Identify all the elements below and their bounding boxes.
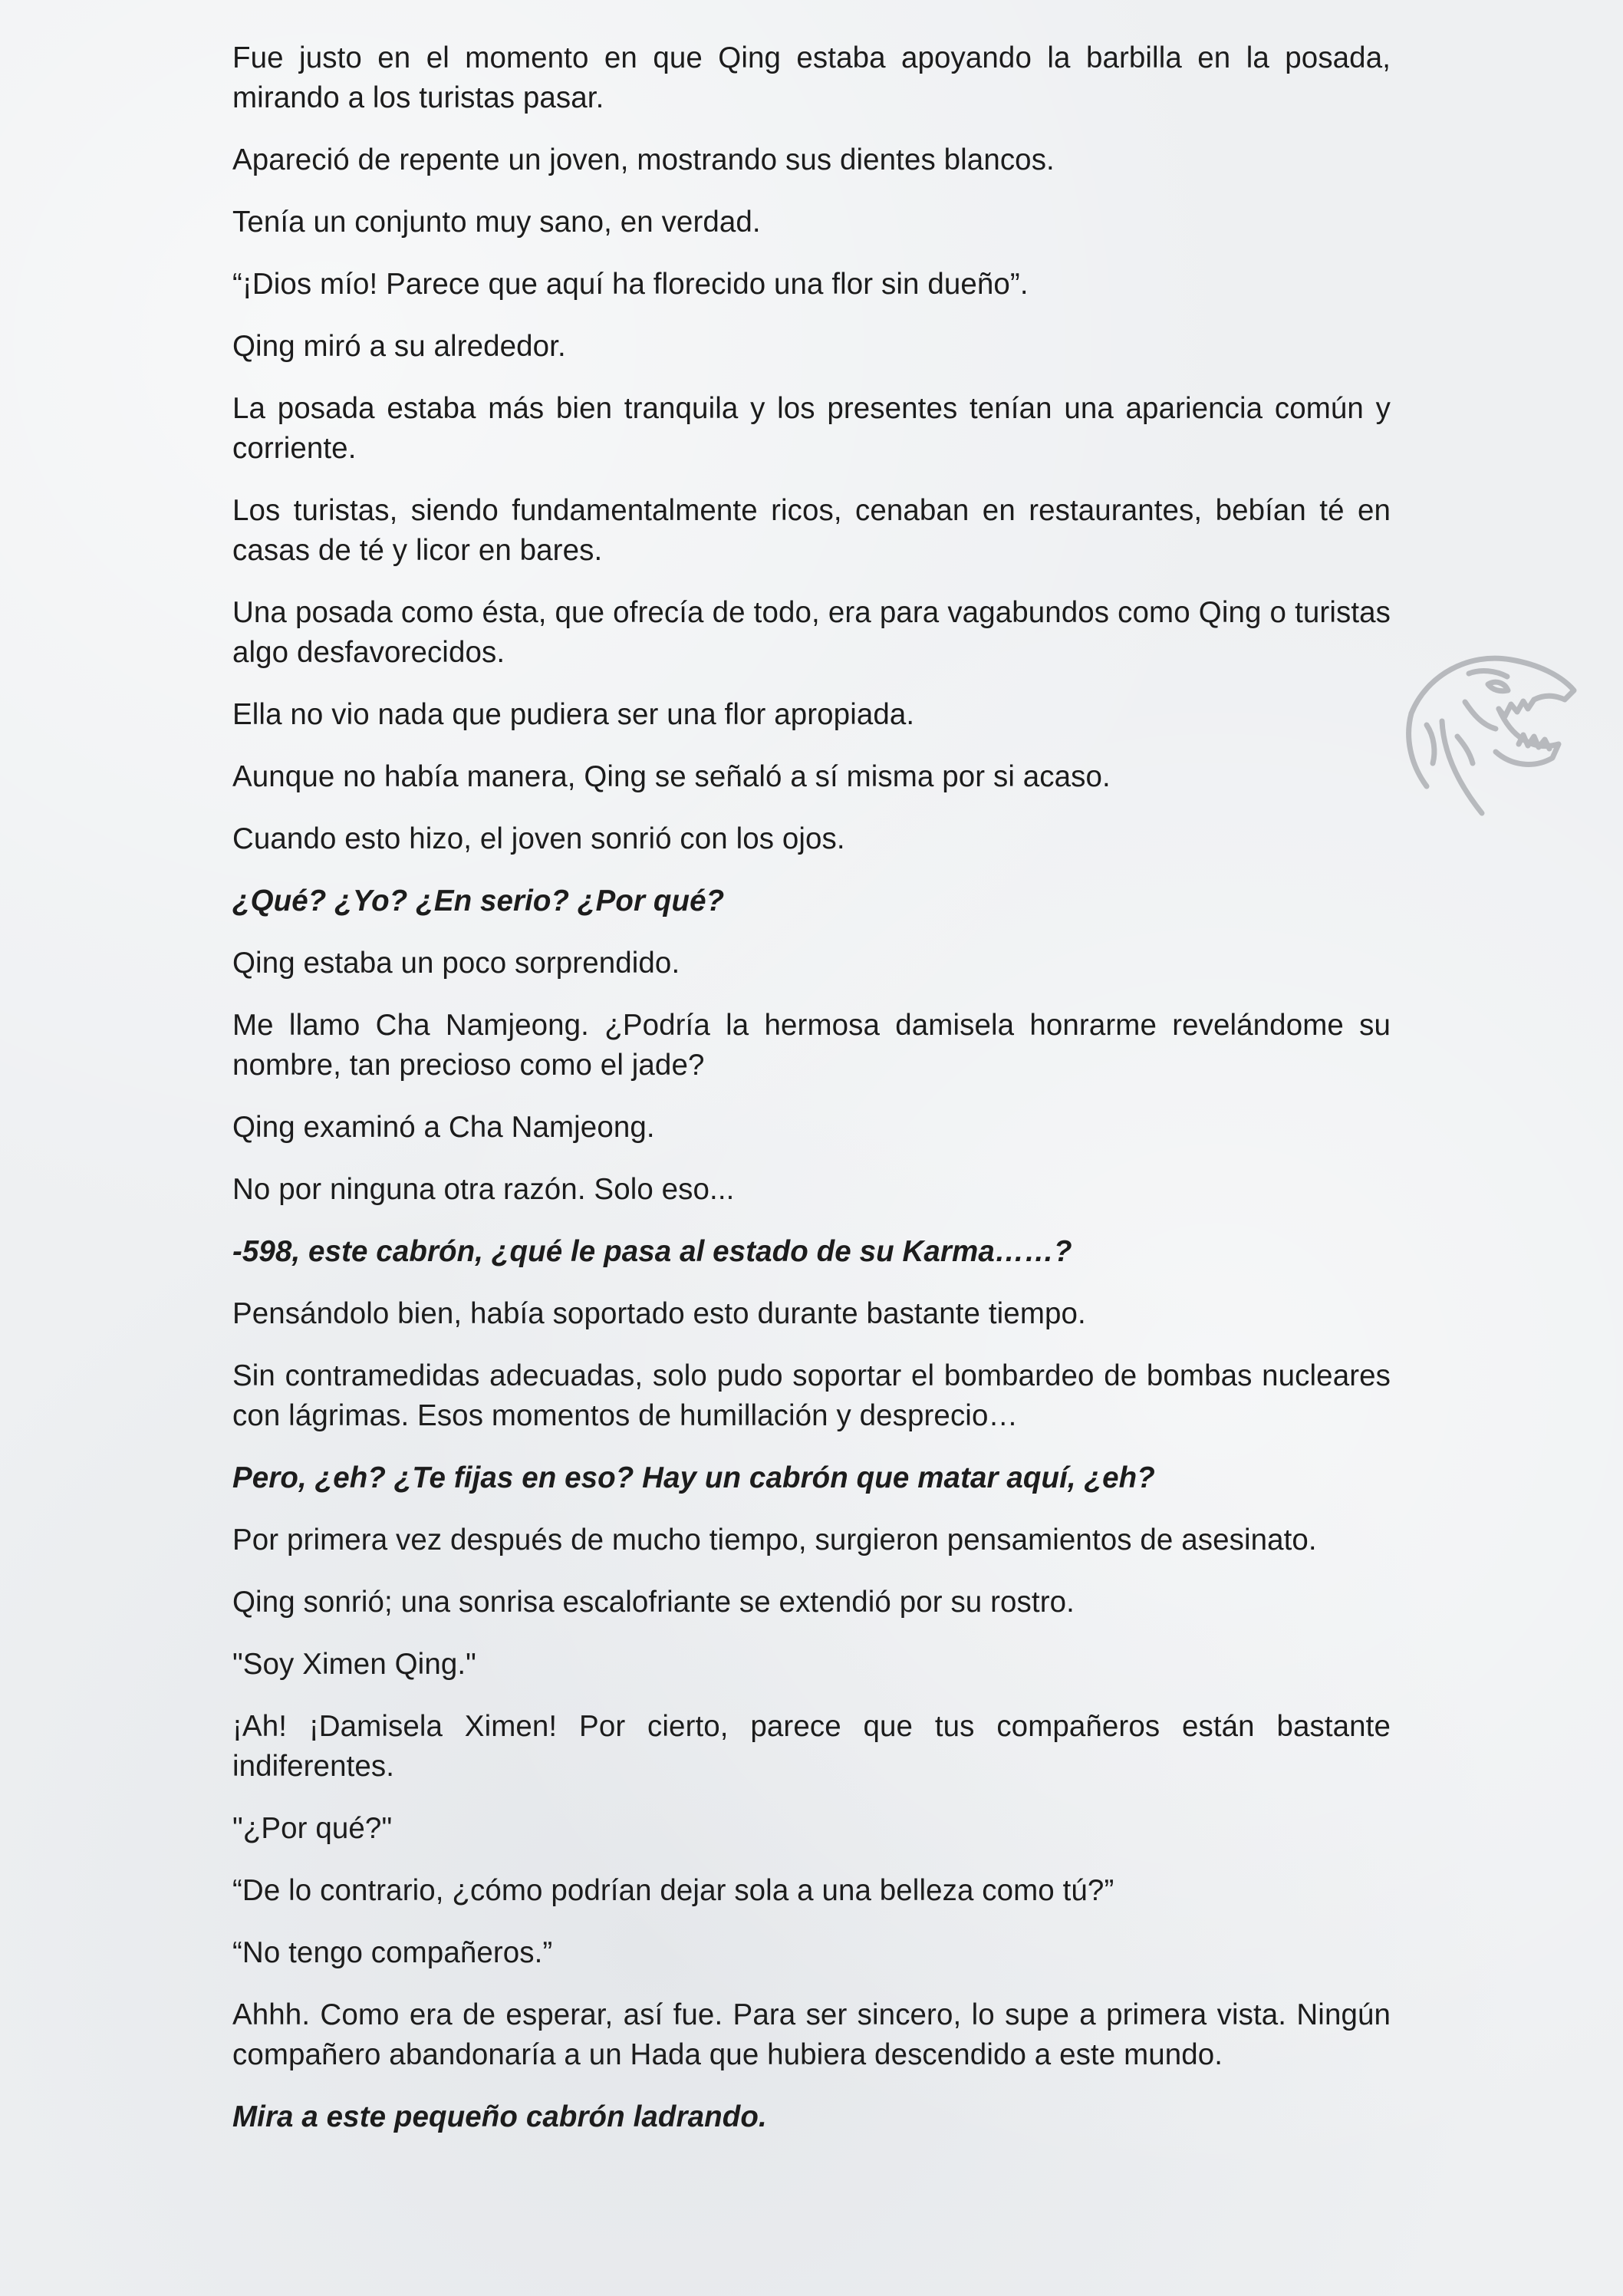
thought-paragraph: -598, este cabrón, ¿qué le pasa al estado de su Karma……? — [232, 1235, 1072, 1268]
paragraph: Me llamo Cha Namjeong. ¿Podría la hermosa damisela honrarme revelándome su nombre, tan precioso como el jade? — [232, 1009, 1391, 1082]
dinosaur-head-logo-icon — [1396, 629, 1580, 828]
thought-paragraph: Pero, ¿eh? ¿Te fijas en eso? Hay un cabrón que matar aquí, ¿eh? — [232, 1461, 1155, 1494]
paragraph: Pensándolo bien, había soportado esto durante bastante tiempo. — [232, 1297, 1086, 1330]
paragraph: Ella no vio nada que pudiera ser una flor apropiada. — [232, 698, 915, 731]
paragraph: Fue justo en el momento en que Qing estaba apoyando la barbilla en la posada, mirando a los turistas pasar. — [232, 41, 1391, 114]
paragraph: La posada estaba más bien tranquila y los presentes tenían una apariencia común y corriente. — [232, 392, 1391, 465]
paragraph: Qing estaba un poco sorprendido. — [232, 947, 680, 980]
paragraph: “No tengo compañeros.” — [232, 1936, 553, 1969]
paragraph: ¡Ah! ¡Damisela Ximen! Por cierto, parece que tus compañeros están bastante indiferentes. — [232, 1710, 1391, 1783]
paragraph: Qing examinó a Cha Namjeong. — [232, 1111, 655, 1144]
paragraph: “¡Dios mío! Parece que aquí ha florecido una flor sin dueño”. — [232, 268, 1029, 301]
paragraph: Ahhh. Como era de esperar, así fue. Para ser sincero, lo supe a primera vista. Ningún compañero abandonaría a un Hada que hubiera descendido a este mundo. — [232, 1998, 1391, 2071]
paragraph: Aunque no había manera, Qing se señaló a sí misma por si acaso. — [232, 760, 1111, 793]
paragraph: Qing miró a su alrededor. — [232, 330, 566, 363]
paragraph: Qing sonrió; una sonrisa escalofriante se extendió por su rostro. — [232, 1586, 1075, 1619]
paragraph: Una posada como ésta, que ofrecía de todo, era para vagabundos como Qing o turistas algo desfavorecidos. — [232, 596, 1391, 669]
thought-paragraph: Mira a este pequeño cabrón ladrando. — [232, 2100, 767, 2133]
paragraph: Por primera vez después de mucho tiempo, surgieron pensamientos de asesinato. — [232, 1524, 1317, 1556]
paragraph: Apareció de repente un joven, mostrando sus dientes blancos. — [232, 143, 1055, 176]
paragraph: Los turistas, siendo fundamentalmente ricos, cenaban en restaurantes, bebían té en casas de té y licor en bares. — [232, 494, 1391, 567]
paragraph: "Soy Ximen Qing." — [232, 1648, 476, 1681]
paragraph: Cuando esto hizo, el joven sonrió con los ojos. — [232, 822, 845, 855]
paragraph: “De lo contrario, ¿cómo podrían dejar sola a una belleza como tú?” — [232, 1874, 1114, 1907]
thought-paragraph: ¿Qué? ¿Yo? ¿En serio? ¿Por qué? — [232, 884, 725, 917]
paragraph: No por ninguna otra razón. Solo eso... — [232, 1173, 735, 1206]
text-column — [232, 38, 1391, 2159]
paragraph: Tenía un conjunto muy sano, en verdad. — [232, 206, 761, 239]
paragraph: Sin contramedidas adecuadas, solo pudo soportar el bombardeo de bombas nucleares con lágrimas. Esos momentos de humillación y desprecio… — [232, 1359, 1391, 1432]
paragraph: "¿Por qué?" — [232, 1812, 393, 1845]
